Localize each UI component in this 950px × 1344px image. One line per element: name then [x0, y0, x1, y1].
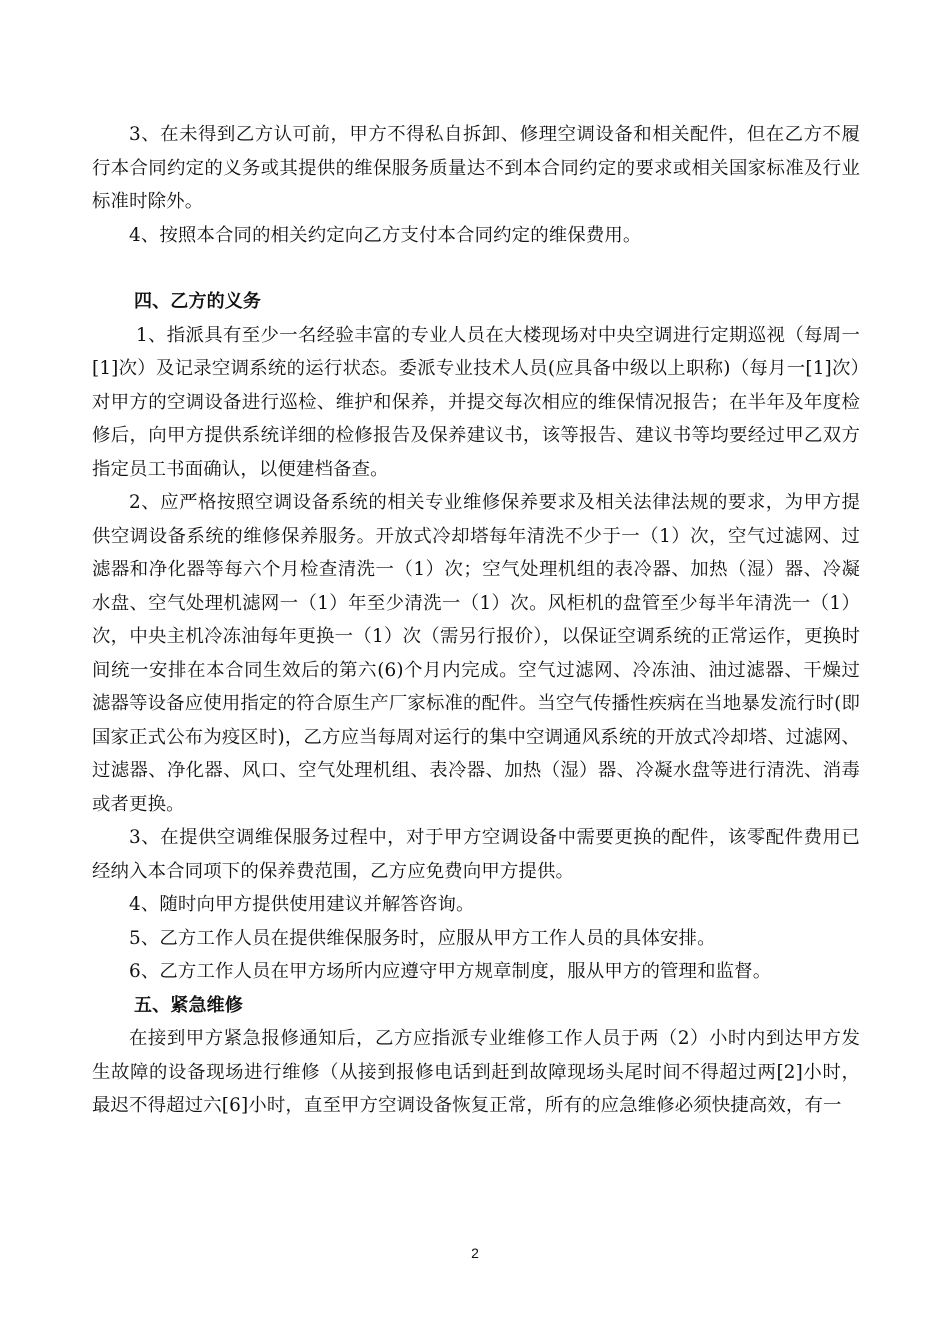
party-b-paragraph-4: 4、随时向甲方提供使用建议并解答咨询。 [129, 894, 475, 915]
section-heading-emergency-repair: 五、紧急维修 [134, 994, 243, 1016]
document-body [92, 118, 860, 1123]
party-b-paragraph-5: 5、乙方工作人员在提供维保服务时，应服从甲方工作人员的具体安排。 [129, 927, 716, 949]
section-spacer [92, 252, 860, 285]
obligation-paragraph-4: 4、按照本合同的相关约定向乙方支付本合同约定的维保费用。 [129, 224, 642, 246]
party-b-paragraph-3: 3、在提供空调维保服务过程中，对于甲方空调设备中需要更换的配件，该零配件费用已经纳入本合同项下的保养费范围，乙方应免费向甲方提供。 [92, 827, 860, 882]
party-b-paragraph-1: 1、指派具有至少一名经验丰富的专业人员在大楼现场对中央空调进行定期巡视（每周一[1]次）及记录空调系统的运行状态。委派专业技术人员(应具备中级以上职称)（每月一[1]次）对甲方的空调设备进行巡检、维护和保养，并提交每次相应的维保情况报告；在半年及年度检修后，向甲方提供系统详细的检修报告及保养建议书，该等报告、建议书等均要经过甲乙双方指定员工书面确认，以便建档备查。 [92, 324, 860, 480]
party-b-paragraph-2: 2、应严格按照空调设备系统的相关专业维修保养要求及相关法律法规的要求，为甲方提供空调设备系统的维修保养服务。开放式冷却塔每年清洗不少于一（1）次，空气过滤网、过滤器和净化器等每六个月检查清洗一（1）次；空气处理机组的表冷器、加热（湿）器、冷凝水盘、空气处理机滤网一（1）年至少清洗一（1）次。风柜机的盘管至少每半年清洗一（1）次，中央主机冷冻油每年更换一（1）次（需另行报价），以保证空调系统的正常运作，更换时间统一安排在本合同生效后的第六(6)个月内完成。空气过滤网、冷冻油、油过滤器、干燥过滤器等设备应使用指定的符合原生产厂家标准的配件。当空气传播性疾病在当地暴发流行时(即国家正式公布为疫区时)，乙方应当每周对运行的集中空调通风系统的开放式冷却塔、过滤网、过滤器、净化器、风口、空气处理机组、表冷器、加热（湿）器、冷凝水盘等进行清洗、消毒或者更换。 [92, 492, 860, 815]
emergency-repair-paragraph: 在接到甲方紧急报修通知后，乙方应指派专业维修工作人员于两（2）小时内到达甲方发生故障的设备现场进行维修（从接到报修电话到赶到故障现场头尾时间不得超过两[2]小时，最迟不得超过六[6]小时，直至甲方空调设备恢复正常，所有的应急维修必须快捷高效，有一 [92, 1028, 860, 1116]
page-number: 2 [471, 1245, 479, 1261]
section-heading-party-b-obligations: 四、乙方的义务 [134, 291, 262, 312]
obligation-paragraph-3: 3、在未得到乙方认可前，甲方不得私自拆卸、修理空调设备和相关配件，但在乙方不履行本合同约定的义务或其提供的维保服务质量达不到本合同约定的要求或相关国家标准及行业标准时除外。 [92, 124, 860, 212]
party-b-paragraph-6: 6、乙方工作人员在甲方场所内应遵守甲方规章制度，服从甲方的管理和监督。 [129, 961, 772, 982]
